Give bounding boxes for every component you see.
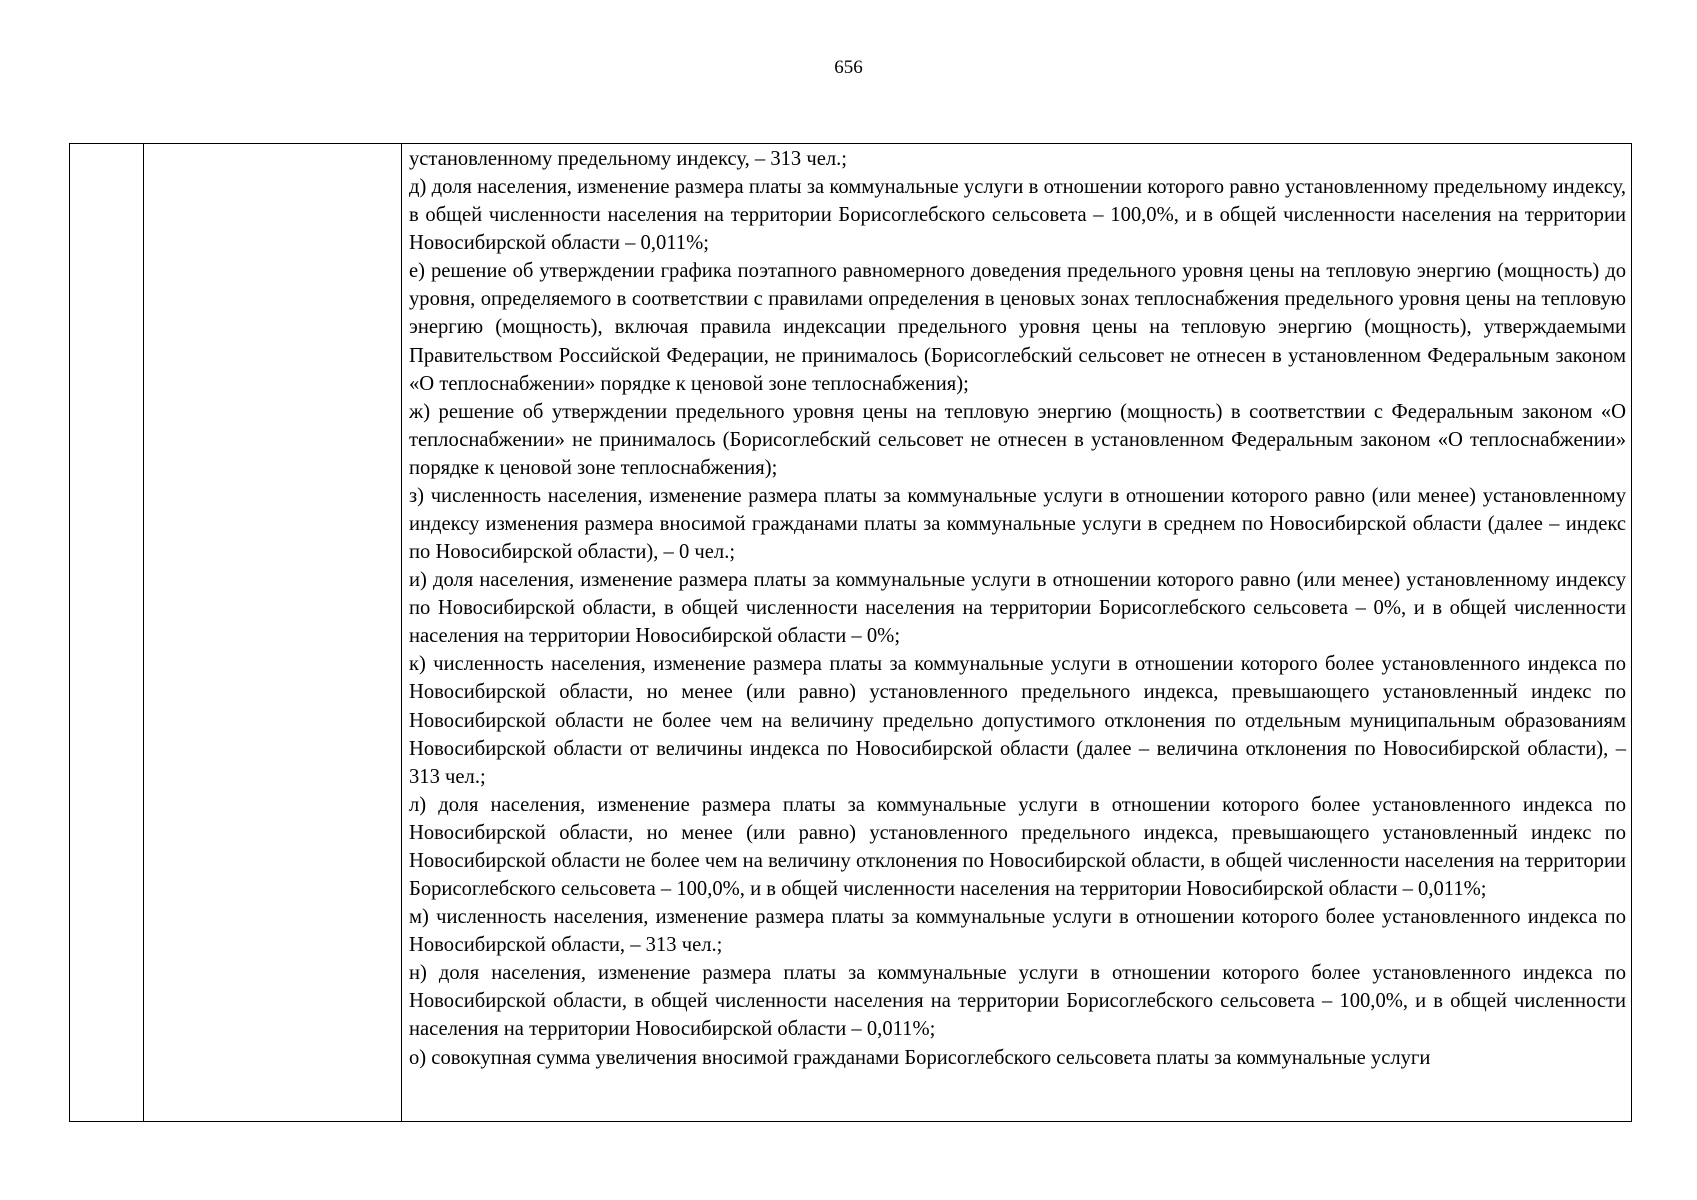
paragraph-e: е) решение об утверждении графика поэтапного равномерного доведения предельного уровня цены на тепловую энергию (мощность) до уровня, определяемого в соответствии с правилами определения в ценовых зонах теплоснабжения предельного уровня цены на тепловую энергию (мощность), включая правила индексации предельного уровня цены на тепловую энергию (мощность), утверждаемыми Правительством Российской Федерации, не принималось (Борисоглебский сельсовет не отнесен в установленном Федеральным законом «О теплоснабжении» порядке к ценовой зоне теплоснабжения); <box>409 260 1626 395</box>
paragraph-zh: ж) решение об утверждении предельного уровня цены на тепловую энергию (мощность) в соответствии с Федеральным законом «О теплоснабжении» не принималось (Борисоглебский сельсовет не отнесен в установленном Федеральным законом «О теплоснабжении» порядке к ценовой зоне теплоснабжения); <box>409 400 1626 479</box>
paragraph-d: д) доля населения, изменение размера платы за коммунальные услуги в отношении которого равно установленному предельному индексу, в общей численности населения на территории Борисоглебского сельсовета – 100,0%, и в общей численности населения на территории Новосибирской области – 0,011%; <box>409 176 1626 255</box>
paragraph-o: о) совокупная сумма увеличения вносимой гражданами Борисоглебского сельсовета платы за коммунальные услуги <box>409 1046 1431 1069</box>
table-cell-name <box>144 144 402 1121</box>
paragraph-m: м) численность населения, изменение размера платы за коммунальные услуги в отношении которого более установленного индекса по Новосибирской области, – 313 чел.; <box>409 906 1626 957</box>
table-cell-content <box>402 144 1631 1121</box>
paragraph-z: з) численность населения, изменение размера платы за коммунальные услуги в отношении которого равно (или менее) установленному индексу изменения размера вносимой гражданами платы за коммунальные услуги в среднем по Новосибирской области (далее – индекс по Новосибирской области), – 0 чел.; <box>409 484 1626 564</box>
paragraph-continuation: установленному предельному индексу, – 313 чел.; <box>409 148 847 170</box>
page-number: 656 <box>834 57 863 78</box>
document-table <box>69 143 1632 1122</box>
paragraph-k: к) численность населения, изменение размера платы за коммунальные услуги в отношении которого более установленного индекса по Новосибирской области, но менее (или равно) установленного предельного индекса, превышающего установленный индекс по Новосибирской области не более чем на величину предельно допустимого отклонения по отдельным муниципальным образованиям Новосибирской области от величины индекса по Новосибирской области (далее – величина отклонения по Новосибирской области), – 313 чел.; <box>409 653 1626 788</box>
paragraph-n: н) доля населения, изменение размера платы за коммунальные услуги в отношении которого более установленного индекса по Новосибирской области, в общей численности населения на территории Борисоглебского сельсовета – 100,0%, и в общей численности населения на территории Новосибирской области – 0,011%; <box>409 962 1626 1041</box>
paragraph-i: и) доля населения, изменение размера платы за коммунальные услуги в отношении которого равно (или менее) установленному индексу по Новосибирской области, в общей численности населения на территории Борисоглебского сельсовета – 0%, и в общей численности населения на территории Новосибирской области – 0%; <box>409 569 1626 648</box>
paragraph-l: л) доля населения, изменение размера платы за коммунальные услуги в отношении которого более установленного индекса по Новосибирской области, но менее (или равно) установленного предельного индекса, превышающего установленный индекс по Новосибирской области не более чем на величину отклонения по Новосибирской области, в общей численности населения на территории Борисоглебского сельсовета – 100,0%, и в общей численности населения на территории Новосибирской области – 0,011%; <box>409 793 1626 901</box>
table-cell-number <box>70 144 144 1121</box>
